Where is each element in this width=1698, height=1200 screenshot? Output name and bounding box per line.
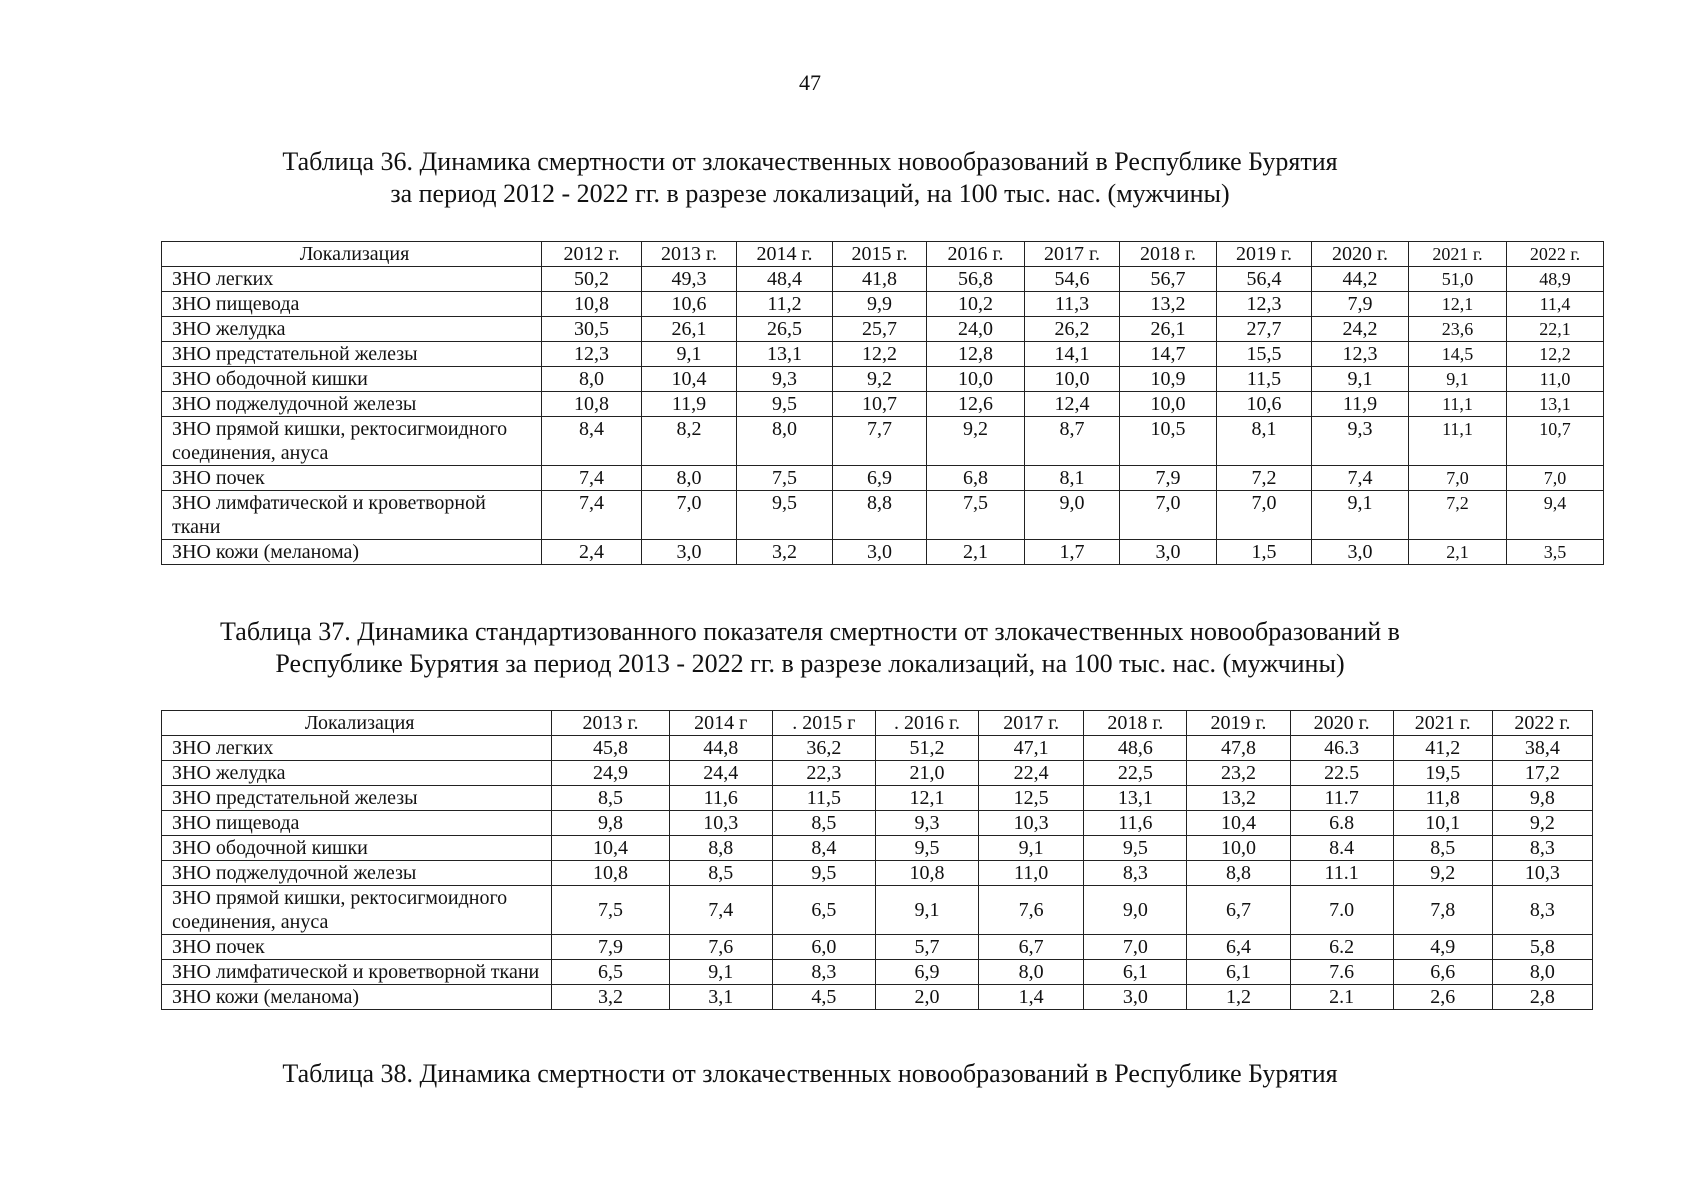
table-cell-value: 11,0 [979,861,1084,886]
table-cell-value: 9,4 [1507,491,1604,540]
table-36 [161,241,1604,565]
table-cell-value: 7,0 [1409,466,1507,491]
table-cell-value: 9,5 [737,392,833,417]
table-row [162,392,1604,417]
table-cell-value: 26,5 [737,317,833,342]
row-label-localization: ЗНО лимфатической и кроветворной ткани [162,960,552,985]
table-cell-value: 6,8 [927,466,1025,491]
column-header-year: 2012 г. [542,242,642,267]
table-cell-value: 30,5 [542,317,642,342]
table-cell-value: 8,5 [772,811,875,836]
table-36-caption-line1: Таблица 36. Динамика смертности от злокачественных новообразований в Республике Бурятия [282,147,1338,176]
table-cell-value: 13,1 [1084,786,1187,811]
table-row [162,886,1593,935]
table-cell-value: 11,9 [642,392,737,417]
table-cell-value: 8,3 [1492,886,1592,935]
table-cell-value: 11,9 [1312,392,1409,417]
table-cell-value: 9,1 [1312,367,1409,392]
table-cell-value: 7,5 [552,886,669,935]
table-cell-value: 7,6 [979,886,1084,935]
table-cell-value: 7,0 [1217,491,1312,540]
table-cell-value: 22,1 [1507,317,1604,342]
row-label-localization: ЗНО легких [162,267,542,292]
table-cell-value: 12,2 [833,342,927,367]
table-cell-value: 7,9 [552,935,669,960]
table-37-caption-line2: Республике Бурятия за период 2013 - 2022 гг. в разрезе локализаций, на 100 тыс. нас. (мужчины) [275,649,1345,678]
table-cell-value: 9,2 [1492,811,1592,836]
table-cell-value: 12,3 [542,342,642,367]
table-cell-value: 9,5 [875,836,978,861]
table-cell-value: 8,0 [1492,960,1592,985]
table-cell-value: 50,2 [542,267,642,292]
table-cell-value: 7,7 [833,417,927,466]
column-header-year: 2017 г. [1025,242,1120,267]
table-cell-value: 14,5 [1409,342,1507,367]
table-cell-value: 10,4 [642,367,737,392]
table-row [162,935,1593,960]
table-cell-value: 12,6 [927,392,1025,417]
table-cell-value: 44,2 [1312,267,1409,292]
table-cell-value: 12,8 [927,342,1025,367]
table-row [162,292,1604,317]
table-cell-value: 47,8 [1187,736,1290,761]
column-header-year: 2013 г. [642,242,737,267]
table-cell-value: 25,7 [833,317,927,342]
table-cell-value: 8,1 [1025,466,1120,491]
row-label-localization: ЗНО желудка [162,761,552,786]
table-cell-value: 10,2 [927,292,1025,317]
column-header-year: 2021 г. [1393,711,1492,736]
table-cell-value: 14,1 [1025,342,1120,367]
table-cell-value: 8,8 [833,491,927,540]
table-cell-value: 10,0 [1187,836,1290,861]
row-label-localization: ЗНО ободочной кишки [162,836,552,861]
table-cell-value: 5,8 [1492,935,1592,960]
column-header-year: . 2016 г. [875,711,978,736]
table-cell-value: 12,5 [979,786,1084,811]
row-label-localization: ЗНО желудка [162,317,542,342]
table-cell-value: 6,9 [875,960,978,985]
table-cell-value: 11,1 [1409,417,1507,466]
table-36-caption-line2: за период 2012 - 2022 гг. в разрезе локализаций, на 100 тыс. нас. (мужчины) [390,179,1230,208]
table-cell-value: 19,5 [1393,761,1492,786]
table-36-caption [0,146,1620,210]
table-cell-value: 47,1 [979,736,1084,761]
table-cell-value: 3,0 [642,540,737,565]
table-cell-value: 22,4 [979,761,1084,786]
table-cell-value: 9,0 [1025,491,1120,540]
table-row [162,540,1604,565]
row-label-localization: ЗНО ободочной кишки [162,367,542,392]
table-row [162,836,1593,861]
table-cell-value: 11,5 [772,786,875,811]
table-cell-value: 10,1 [1393,811,1492,836]
table-cell-value: 7,4 [1312,466,1409,491]
table-cell-value: 5,7 [875,935,978,960]
table-cell-value: 54,6 [1025,267,1120,292]
table-cell-value: 8,3 [772,960,875,985]
table-cell-value: 11,6 [1084,811,1187,836]
table-cell-value: 9,9 [833,292,927,317]
table-cell-value: 9,2 [833,367,927,392]
table-cell-value: 9,1 [1409,367,1507,392]
table-row [162,786,1593,811]
table-cell-value: 7,0 [1507,466,1604,491]
table-cell-value: 7,9 [1312,292,1409,317]
table-cell-value: 26,1 [642,317,737,342]
table-cell-value: 8,4 [772,836,875,861]
row-label-localization: ЗНО прямой кишки, ректосигмоидного соединения, ануса [162,417,542,466]
table-cell-value: 2,0 [875,985,978,1010]
table-cell-value: 48,6 [1084,736,1187,761]
table-cell-value: 8,5 [552,786,669,811]
table-cell-value: 8,5 [669,861,772,886]
table-cell-value: 4,9 [1393,935,1492,960]
table-cell-value: 1,2 [1187,985,1290,1010]
table-cell-value: 9,3 [875,811,978,836]
table-cell-value: 10,0 [1120,392,1217,417]
table-37-caption [0,616,1620,680]
table-cell-value: 38,4 [1492,736,1592,761]
table-cell-value: 23,6 [1409,317,1507,342]
row-label-localization: ЗНО прямой кишки, ректосигмоидного соединения, ануса [162,886,552,935]
table-cell-value: 12,3 [1312,342,1409,367]
table-cell-value: 3,0 [1120,540,1217,565]
row-label-localization: ЗНО кожи (меланома) [162,985,552,1010]
table-cell-value: 10,3 [669,811,772,836]
column-header-year: 2020 г. [1312,242,1409,267]
column-header-localization: Локализация [162,711,552,736]
table-cell-value: 9,1 [642,342,737,367]
table-cell-value: 51,2 [875,736,978,761]
table-cell-value: 7.0 [1290,886,1393,935]
table-cell-value: 6.2 [1290,935,1393,960]
column-header-year: 2019 г. [1187,711,1290,736]
table-cell-value: 10,8 [875,861,978,886]
table-cell-value: 8,1 [1217,417,1312,466]
table-cell-value: 12,2 [1507,342,1604,367]
table-cell-value: 8,0 [979,960,1084,985]
table-cell-value: 10,6 [1217,392,1312,417]
table-cell-value: 11,6 [669,786,772,811]
table-cell-value: 7,4 [542,466,642,491]
row-label-localization: ЗНО предстательной железы [162,786,552,811]
table-cell-value: 6,4 [1187,935,1290,960]
table-cell-value: 49,3 [642,267,737,292]
table-cell-value: 9,1 [979,836,1084,861]
row-label-localization: ЗНО поджелудочной железы [162,861,552,886]
table-36-header-row [162,242,1604,267]
table-cell-value: 56,4 [1217,267,1312,292]
table-cell-value: 2,4 [542,540,642,565]
table-cell-value: 11.1 [1290,861,1393,886]
table-cell-value: 11,0 [1507,367,1604,392]
table-cell-value: 7,6 [669,935,772,960]
table-cell-value: 9,8 [1492,786,1592,811]
table-cell-value: 6,7 [1187,886,1290,935]
table-cell-value: 7.6 [1290,960,1393,985]
table-cell-value: 3,5 [1507,540,1604,565]
table-cell-value: 13,2 [1120,292,1217,317]
table-cell-value: 22.5 [1290,761,1393,786]
table-37-header-row [162,711,1593,736]
table-cell-value: 48,9 [1507,267,1604,292]
table-cell-value: 56,7 [1120,267,1217,292]
table-row [162,761,1593,786]
table-cell-value: 8.4 [1290,836,1393,861]
table-row [162,267,1604,292]
table-cell-value: 46.3 [1290,736,1393,761]
table-cell-value: 8,8 [1187,861,1290,886]
table-cell-value: 6,0 [772,935,875,960]
table-cell-value: 9,3 [1312,417,1409,466]
table-cell-value: 7,9 [1120,466,1217,491]
table-row [162,861,1593,886]
row-label-localization: ЗНО поджелудочной железы [162,392,542,417]
table-cell-value: 6,1 [1084,960,1187,985]
column-header-year: 2018 г. [1084,711,1187,736]
table-cell-value: 3,2 [552,985,669,1010]
table-cell-value: 8,2 [642,417,737,466]
table-cell-value: 44,8 [669,736,772,761]
table-cell-value: 10,3 [1492,861,1592,886]
table-row [162,960,1593,985]
column-header-year: 2021 г. [1409,242,1507,267]
table-cell-value: 3,2 [737,540,833,565]
table-cell-value: 8,3 [1492,836,1592,861]
table-cell-value: 10,6 [642,292,737,317]
row-label-localization: ЗНО кожи (меланома) [162,540,542,565]
table-cell-value: 7,4 [542,491,642,540]
table-cell-value: 1,5 [1217,540,1312,565]
table-cell-value: 13,1 [1507,392,1604,417]
table-cell-value: 3,0 [833,540,927,565]
table-cell-value: 3,0 [1084,985,1187,1010]
table-cell-value: 6,5 [772,886,875,935]
table-cell-value: 15,5 [1217,342,1312,367]
table-cell-value: 6,6 [1393,960,1492,985]
table-cell-value: 11,2 [737,292,833,317]
table-cell-value: 24,9 [552,761,669,786]
table-cell-value: 6,5 [552,960,669,985]
table-row [162,342,1604,367]
table-cell-value: 7,5 [737,466,833,491]
row-label-localization: ЗНО пищевода [162,292,542,317]
column-header-year: 2017 г. [979,711,1084,736]
table-cell-value: 2,1 [927,540,1025,565]
table-cell-value: 13,2 [1187,786,1290,811]
table-37-caption-line1: Таблица 37. Динамика стандартизованного показателя смертности от злокачественных новообразований в [220,617,1400,646]
row-label-localization: ЗНО пищевода [162,811,552,836]
table-cell-value: 3,0 [1312,540,1409,565]
column-header-year: 2016 г. [927,242,1025,267]
table-cell-value: 10,7 [1507,417,1604,466]
table-cell-value: 6.8 [1290,811,1393,836]
table-cell-value: 4,5 [772,985,875,1010]
table-cell-value: 1,4 [979,985,1084,1010]
table-cell-value: 12,1 [1409,292,1507,317]
table-cell-value: 45,8 [552,736,669,761]
table-cell-value: 12,3 [1217,292,1312,317]
table-cell-value: 8,3 [1084,861,1187,886]
table-cell-value: 23,2 [1187,761,1290,786]
table-cell-value: 7,4 [669,886,772,935]
column-header-year: 2015 г. [833,242,927,267]
table-cell-value: 56,8 [927,267,1025,292]
table-cell-value: 9,5 [1084,836,1187,861]
table-cell-value: 41,2 [1393,736,1492,761]
table-row [162,985,1593,1010]
column-header-localization: Локализация [162,242,542,267]
table-cell-value: 10,3 [979,811,1084,836]
page-number: 47 [799,70,821,95]
table-row [162,317,1604,342]
table-cell-value: 7,8 [1393,886,1492,935]
table-cell-value: 2.1 [1290,985,1393,1010]
table-cell-value: 51,0 [1409,267,1507,292]
table-cell-value: 3,1 [669,985,772,1010]
table-cell-value: 7,0 [1084,935,1187,960]
column-header-year: 2022 г. [1507,242,1604,267]
table-cell-value: 8,0 [542,367,642,392]
column-header-year: 2014 г. [737,242,833,267]
table-row [162,367,1604,392]
table-cell-value: 41,8 [833,267,927,292]
table-cell-value: 9,1 [669,960,772,985]
row-label-localization: ЗНО предстательной железы [162,342,542,367]
table-cell-value: 9,3 [737,367,833,392]
table-cell-value: 10,7 [833,392,927,417]
table-cell-value: 9,5 [737,491,833,540]
table-cell-value: 11,1 [1409,392,1507,417]
table-cell-value: 21,0 [875,761,978,786]
table-cell-value: 11,8 [1393,786,1492,811]
table-cell-value: 9,1 [1312,491,1409,540]
table-cell-value: 6,1 [1187,960,1290,985]
table-cell-value: 24,0 [927,317,1025,342]
table-cell-value: 12,4 [1025,392,1120,417]
table-cell-value: 6,9 [833,466,927,491]
column-header-year: 2018 г. [1120,242,1217,267]
table-cell-value: 13,1 [737,342,833,367]
table-37 [161,710,1593,1010]
table-cell-value: 27,7 [1217,317,1312,342]
table-cell-value: 26,1 [1120,317,1217,342]
table-cell-value: 17,2 [1492,761,1592,786]
table-cell-value: 10,5 [1120,417,1217,466]
table-cell-value: 10,4 [552,836,669,861]
table-cell-value: 9,8 [552,811,669,836]
table-cell-value: 24,4 [669,761,772,786]
table-cell-value: 24,2 [1312,317,1409,342]
table-cell-value: 10,0 [927,367,1025,392]
table-cell-value: 22,3 [772,761,875,786]
table-cell-value: 7,0 [1120,491,1217,540]
table-cell-value: 7,5 [927,491,1025,540]
column-header-year: . 2015 г [772,711,875,736]
table-cell-value: 8,4 [542,417,642,466]
table-38-caption: Таблица 38. Динамика смертности от злокачественных новообразований в Республике Бурятия [282,1059,1338,1088]
table-cell-value: 10,8 [542,292,642,317]
table-cell-value: 2,6 [1393,985,1492,1010]
column-header-year: 2020 г. [1290,711,1393,736]
table-cell-value: 22,5 [1084,761,1187,786]
table-cell-value: 11,5 [1217,367,1312,392]
table-cell-value: 7,2 [1409,491,1507,540]
column-header-year: 2014 г [669,711,772,736]
table-cell-value: 8,5 [1393,836,1492,861]
column-header-year: 2019 г. [1217,242,1312,267]
table-cell-value: 12,1 [875,786,978,811]
table-cell-value: 9,0 [1084,886,1187,935]
table-cell-value: 36,2 [772,736,875,761]
table-row [162,491,1604,540]
table-cell-value: 8,7 [1025,417,1120,466]
table-row [162,417,1604,466]
table-row [162,466,1604,491]
table-cell-value: 11,3 [1025,292,1120,317]
table-cell-value: 10,9 [1120,367,1217,392]
table-cell-value: 10,8 [542,392,642,417]
table-cell-value: 9,2 [1393,861,1492,886]
table-cell-value: 9,5 [772,861,875,886]
row-label-localization: ЗНО почек [162,466,542,491]
table-cell-value: 26,2 [1025,317,1120,342]
table-cell-value: 10,8 [552,861,669,886]
row-label-localization: ЗНО лимфатической и кроветворной ткани [162,491,542,540]
table-cell-value: 2,8 [1492,985,1592,1010]
table-cell-value: 9,2 [927,417,1025,466]
table-cell-value: 8,0 [642,466,737,491]
table-cell-value: 8,8 [669,836,772,861]
table-cell-value: 9,1 [875,886,978,935]
row-label-localization: ЗНО легких [162,736,552,761]
table-row [162,736,1593,761]
column-header-year: 2022 г. [1492,711,1592,736]
table-cell-value: 7,2 [1217,466,1312,491]
table-cell-value: 48,4 [737,267,833,292]
table-cell-value: 6,7 [979,935,1084,960]
table-cell-value: 10,0 [1025,367,1120,392]
table-cell-value: 7,0 [642,491,737,540]
table-cell-value: 8,0 [737,417,833,466]
table-cell-value: 14,7 [1120,342,1217,367]
table-row [162,811,1593,836]
table-cell-value: 11.7 [1290,786,1393,811]
table-cell-value: 11,4 [1507,292,1604,317]
row-label-localization: ЗНО почек [162,935,552,960]
column-header-year: 2013 г. [552,711,669,736]
table-cell-value: 10,4 [1187,811,1290,836]
table-cell-value: 2,1 [1409,540,1507,565]
table-cell-value: 1,7 [1025,540,1120,565]
